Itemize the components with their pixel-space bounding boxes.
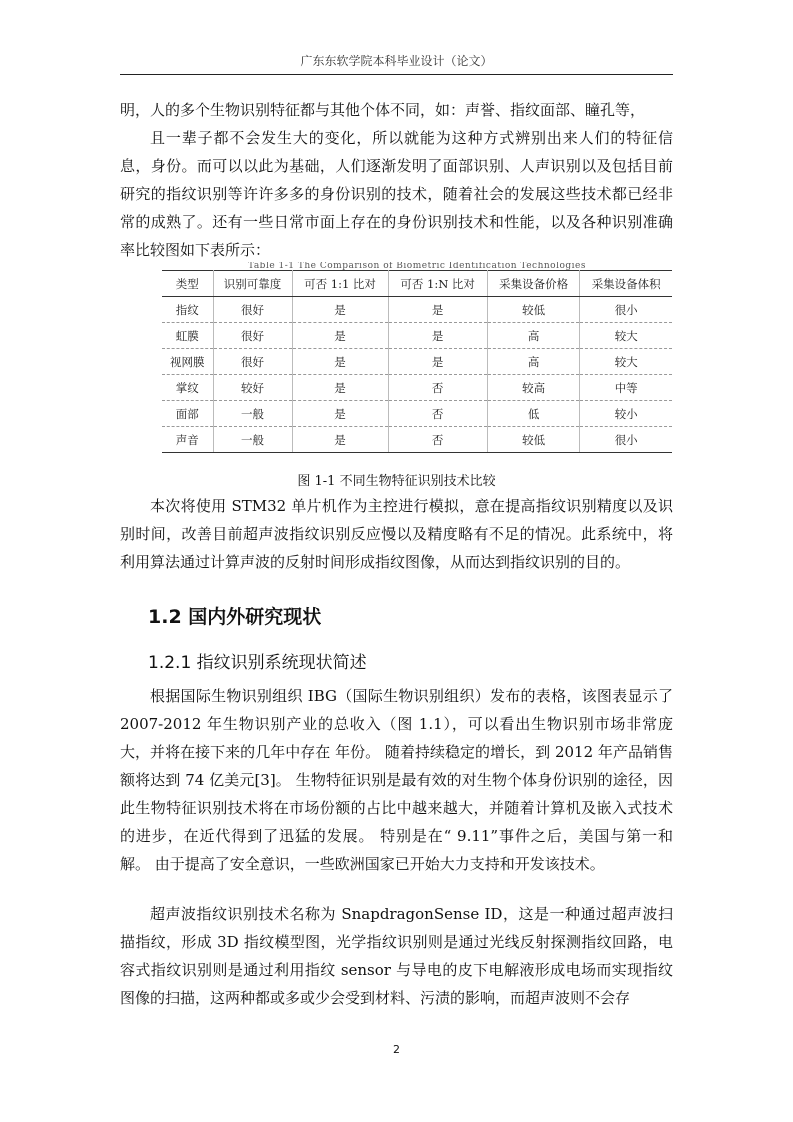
paragraph-1: 明，人的多个生物识别特征都与其他个体不同，如：声誉、指纹面部、瞳孔等， — [120, 101, 646, 119]
page-number: 2 — [393, 1043, 400, 1056]
table-row — [162, 401, 672, 427]
table-cell: 很好 — [213, 349, 292, 375]
table-cell: 是 — [388, 349, 487, 375]
table-cell: 声音 — [162, 427, 213, 453]
table-cell: 虹膜 — [162, 323, 213, 349]
table-cell: 很小 — [580, 297, 672, 323]
table-cell: 视网膜 — [162, 349, 213, 375]
table-header-row — [162, 271, 672, 297]
subsection-heading: 1.2.1 指纹识别系统现状简述 — [148, 653, 367, 673]
table-cell: 较大 — [580, 349, 672, 375]
page-header: 广东东软学院本科毕业设计（论文） — [300, 54, 493, 68]
table-cell: 否 — [388, 427, 487, 453]
table-cell: 较高 — [487, 375, 580, 401]
table-cell: 高 — [487, 323, 580, 349]
table-row — [162, 323, 672, 349]
table-cell: 较低 — [487, 297, 580, 323]
table-cell: 是 — [292, 427, 388, 453]
table-cell: 高 — [487, 349, 580, 375]
table-cell: 一般 — [213, 401, 292, 427]
table-cell: 是 — [292, 323, 388, 349]
table-header-cell: 类型 — [162, 271, 213, 297]
table-cell: 很好 — [213, 297, 292, 323]
table-header-cell: 识别可靠度 — [213, 271, 292, 297]
comparison-table — [162, 270, 672, 453]
table-cell: 中等 — [580, 375, 672, 401]
figure-caption: 图 1-1 不同生物特征识别技术比较 — [297, 474, 496, 489]
table-cell: 面部 — [162, 401, 213, 427]
table-cell: 一般 — [213, 427, 292, 453]
table-cell: 是 — [292, 349, 388, 375]
table-cell: 较低 — [487, 427, 580, 453]
table-cell: 较大 — [580, 323, 672, 349]
table-cell: 较好 — [213, 375, 292, 401]
table-cell: 否 — [388, 401, 487, 427]
table-cell: 很小 — [580, 427, 672, 453]
table-header-cell: 采集设备体积 — [580, 271, 672, 297]
table-header-cell: 采集设备价格 — [487, 271, 580, 297]
table-row — [162, 297, 672, 323]
table-cell: 是 — [388, 297, 487, 323]
header-rule — [120, 74, 673, 75]
table-cell: 低 — [487, 401, 580, 427]
table-cell: 是 — [388, 323, 487, 349]
table-header-cell: 可否 1:N 比对 — [388, 271, 487, 297]
table-header-cell: 可否 1:1 比对 — [292, 271, 388, 297]
table-caption: Table 1-1 The Comparison of Biometric Identification Technologies — [248, 262, 586, 270]
table-cell: 很好 — [213, 323, 292, 349]
table-cell: 指纹 — [162, 297, 213, 323]
paragraph-2: 且一辈子都不会发生大的变化，所以就能为这种方式辨别出来人们的特征信息，身份。而可以以此为基础，人们逐渐发明了面部识别、人声识别以及包括目前研究的指纹识别等许许多多的身份识别的技术，随着社会的发展这些技术都已经非常的成熟了。还有一些日常市面上存在的身份识别技术和性能，以及各种识别准确率比较图如下表所示： — [120, 129, 673, 259]
section-heading: 1.2 国内外研究现状 — [148, 606, 322, 628]
comparison-table-container — [162, 262, 672, 453]
table-row — [162, 349, 672, 375]
paragraph-3: 本次将使用 STM32 单片机作为主控进行模拟，意在提高指纹识别精度以及识别时间，改善目前超声波指纹识别反应慢以及精度略有不足的情况。此系统中，将利用算法通过计算声波的反射时间形成指纹图像，从而达到指纹识别的目的。 — [120, 497, 673, 571]
table-cell: 是 — [292, 297, 388, 323]
paragraph-4: 根据国际生物识别组织 IBG（国际生物识别组织）发布的表格，该图表显示了 2007-2012 年生物识别产业的总收入（图 1.1），可以看出生物识别市场非常庞大，并将在接下来的几年中存在 年份。 随着持续稳定的增长，到 2012 年产品销售额将达到 74 亿美元[3]。 生物特征识别是最有效的对生物个体身份识别的途径，因此生物特征识别技术将在市场份额的占比中越来越大，并随着计算机及嵌入式技术的进步，在近代得到了迅猛的发展。 特别是在“ 9.11”事件之后，美国与第一和解。 由于提高了安全意识，一些欧洲国家已开始大力支持和开发该技术。 — [120, 687, 673, 873]
table-cell: 是 — [292, 375, 388, 401]
table-cell: 是 — [292, 401, 388, 427]
paragraph-5: 超声波指纹识别技术名称为 SnapdragonSense ID，这是一种通过超声波扫描指纹，形成 3D 指纹模型图，光学指纹识别则是通过光线反射探测指纹回路，电容式指纹识别则是通过利用指纹 sensor 与导电的皮下电解液形成电场而实现指纹图像的扫描，这两种都或多或少会受到材料、污渍的影响，而超声波则不会存 — [120, 905, 673, 1007]
table-cell: 较小 — [580, 401, 672, 427]
table-cell: 掌纹 — [162, 375, 213, 401]
table-cell: 否 — [388, 375, 487, 401]
table-row — [162, 375, 672, 401]
table-row — [162, 427, 672, 453]
